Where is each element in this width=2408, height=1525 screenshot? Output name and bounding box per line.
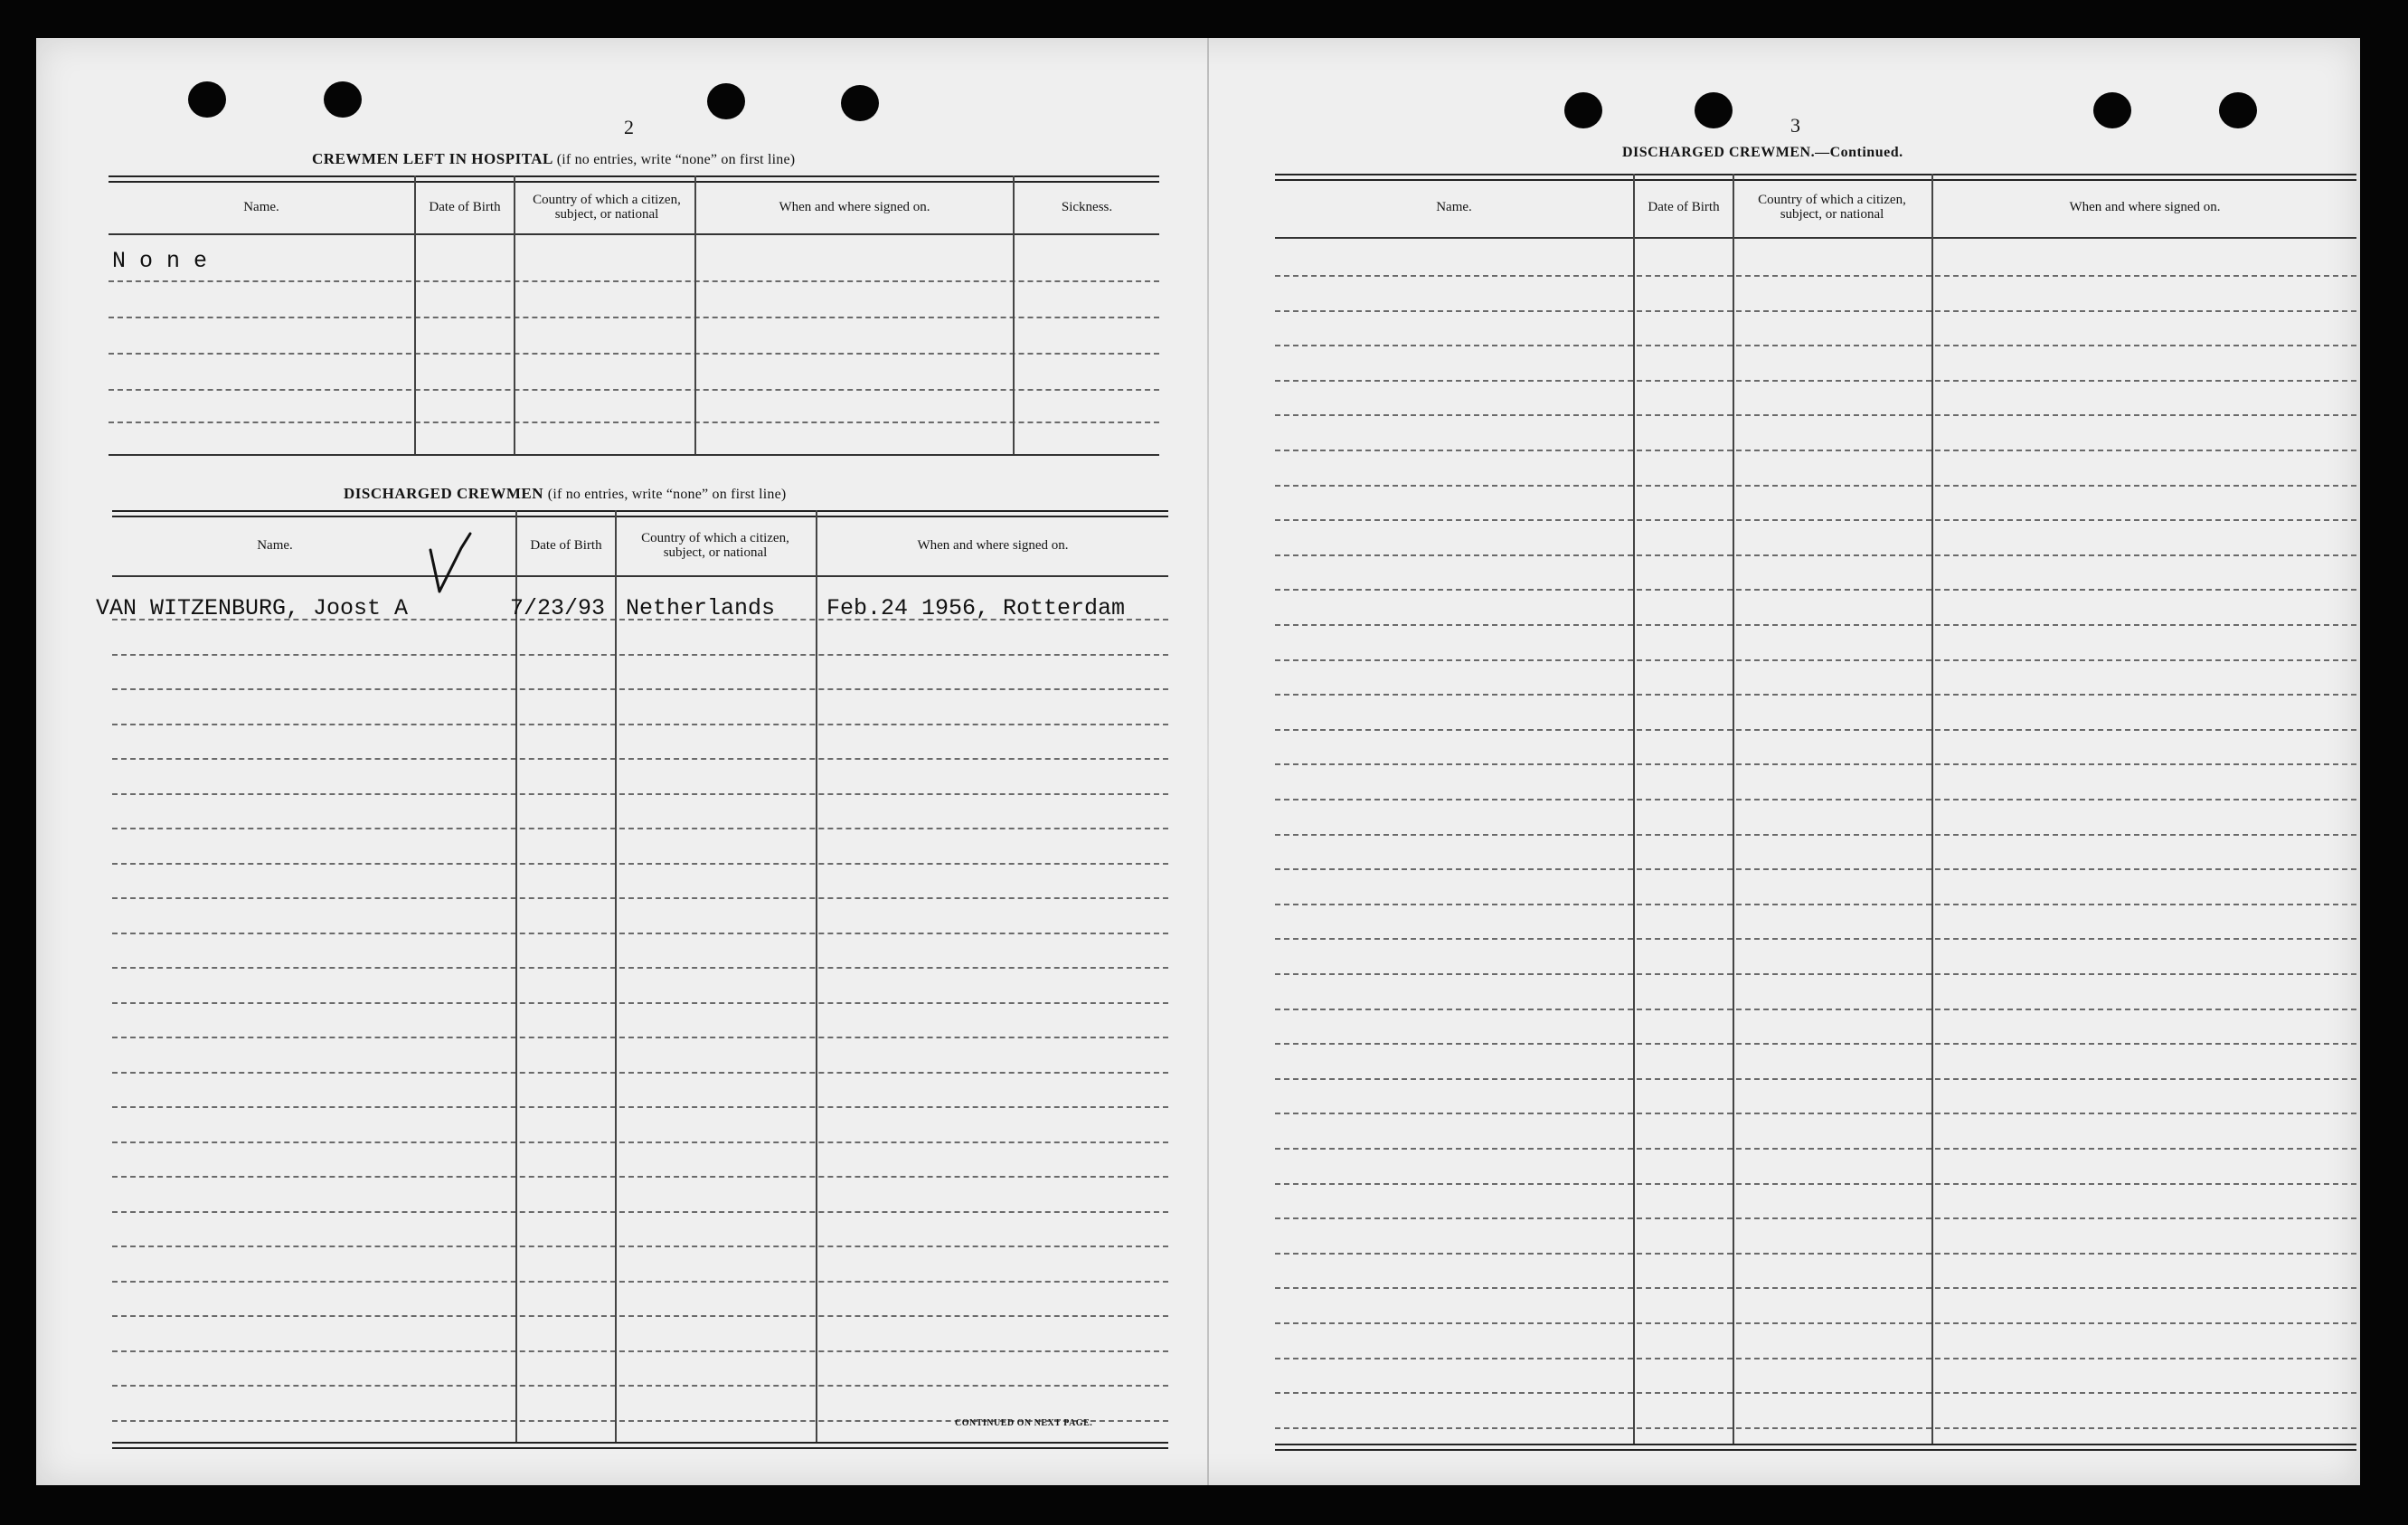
dotted-line: [1275, 275, 2356, 277]
header-signed-on: When and where signed on.: [917, 538, 1069, 553]
dotted-line: [1275, 1322, 2356, 1324]
dotted-line: [1275, 380, 2356, 382]
dotted-line: [112, 724, 1168, 725]
header-name: Name.: [1436, 200, 1472, 214]
discharged-title-note: (if no entries, write “none” on first line): [547, 487, 787, 502]
dotted-line: [1275, 729, 2356, 731]
dotted-line: [112, 1246, 1168, 1247]
header-date-of-birth: Date of Birth: [1648, 200, 1720, 214]
page-number-right: 3: [1790, 114, 1800, 137]
column-divider: [514, 175, 515, 454]
hospital-entry-none: N o n e: [112, 248, 208, 274]
dotted-line: [1275, 938, 2356, 940]
dotted-line: [1275, 659, 2356, 661]
dotted-line: [1275, 763, 2356, 765]
header-signed-on: When and where signed on.: [779, 200, 930, 214]
handwritten-check-mark: [425, 532, 479, 599]
column-divider: [1633, 174, 1635, 1444]
dotted-line: [1275, 450, 2356, 451]
discharged-section-title: [344, 485, 786, 503]
dotted-line: [109, 280, 1159, 282]
punch-hole: [188, 81, 226, 118]
dotted-line: [1275, 519, 2356, 521]
right-section-title: DISCHARGED CREWMEN.—Continued.: [1622, 145, 1903, 160]
dotted-line: [1275, 1253, 2356, 1255]
dotted-line: [112, 793, 1168, 795]
dotted-line: [1275, 1148, 2356, 1150]
dotted-line: [112, 828, 1168, 829]
punch-hole: [1564, 92, 1602, 128]
continued-footer: CONTINUED ON NEXT PAGE.: [955, 1418, 1093, 1428]
table-bottom-rule: [109, 454, 1159, 456]
discharged-table-left: [96, 510, 1168, 1451]
header-country: Country of which a citizen, subject, or national: [641, 531, 789, 560]
column-divider: [1931, 174, 1933, 1444]
header-date-of-birth: Date of Birth: [429, 200, 501, 214]
punch-hole: [2093, 92, 2131, 128]
dotted-line: [1275, 1078, 2356, 1080]
punch-hole: [1695, 92, 1733, 128]
dotted-line: [112, 1211, 1168, 1213]
dotted-line: [112, 1281, 1168, 1283]
dotted-line: [1275, 310, 2356, 312]
dotted-line: [1275, 414, 2356, 416]
crew-country: Netherlands: [626, 595, 776, 621]
punch-hole: [841, 85, 879, 121]
dotted-line: [112, 933, 1168, 934]
column-divider: [1013, 175, 1015, 454]
dotted-line: [112, 1350, 1168, 1352]
dotted-line: [112, 1141, 1168, 1143]
dotted-line: [1275, 834, 2356, 836]
dotted-line: [1275, 1392, 2356, 1394]
header-date-of-birth: Date of Birth: [530, 538, 602, 553]
header-name: Name.: [257, 538, 293, 553]
dotted-line: [112, 1106, 1168, 1108]
page-number-left: 2: [624, 116, 634, 138]
column-divider: [515, 510, 517, 1442]
hospital-table: [109, 175, 1159, 458]
dotted-line: [112, 654, 1168, 656]
dotted-line: [1275, 485, 2356, 487]
dotted-line: [109, 317, 1159, 318]
dotted-line: [112, 758, 1168, 760]
header-sickness: Sickness.: [1061, 200, 1113, 214]
manifest-sheet: [36, 38, 2360, 1485]
dotted-line: [112, 967, 1168, 969]
dotted-line: [109, 353, 1159, 355]
dotted-line: [112, 863, 1168, 865]
header-name: Name.: [243, 200, 279, 214]
dotted-line: [109, 389, 1159, 391]
dotted-line: [1275, 1183, 2356, 1185]
dotted-line: [1275, 1358, 2356, 1359]
column-divider: [414, 175, 416, 454]
dotted-line: [112, 897, 1168, 899]
dotted-line: [1275, 554, 2356, 556]
dotted-line: [1275, 1043, 2356, 1045]
dotted-line: [1275, 868, 2356, 870]
dotted-line: [1275, 345, 2356, 346]
header-country: Country of which a citizen, subject, or national: [533, 193, 681, 222]
dotted-line: [112, 1037, 1168, 1038]
dotted-line: [112, 688, 1168, 690]
hospital-title-text: CREWMEN LEFT IN HOSPITAL: [312, 150, 552, 167]
punch-hole: [324, 81, 362, 118]
header-signed-on: When and where signed on.: [2069, 200, 2221, 214]
dotted-line: [1275, 1113, 2356, 1114]
dotted-line: [1275, 973, 2356, 975]
column-divider: [1733, 174, 1734, 1444]
hospital-title-note: (if no entries, write “none” on first line): [556, 152, 796, 167]
table-top-rule: [109, 175, 1159, 177]
table-bottom-rule: [1275, 1444, 2356, 1445]
table-bottom-rule: [112, 1442, 1168, 1444]
dotted-line: [112, 1072, 1168, 1074]
dotted-line: [1275, 1287, 2356, 1289]
punch-hole: [707, 83, 745, 119]
column-divider: [816, 510, 817, 1442]
header-bottom-rule: [1275, 237, 2356, 239]
dotted-line: [109, 422, 1159, 423]
dotted-line: [1275, 1009, 2356, 1010]
dotted-line: [112, 1315, 1168, 1317]
dotted-line: [112, 1385, 1168, 1387]
table-top-rule: [112, 510, 1168, 512]
dotted-line: [1275, 904, 2356, 905]
column-divider: [694, 175, 696, 454]
dotted-line: [1275, 799, 2356, 800]
punch-hole: [2219, 92, 2257, 128]
dotted-line: [1275, 1217, 2356, 1219]
crew-name: VAN WITZENBURG, Joost A: [96, 595, 409, 621]
header-bottom-rule: [112, 575, 1168, 577]
discharged-table-right: [1275, 174, 2356, 1458]
dotted-line: [112, 1002, 1168, 1004]
dotted-line: [112, 1176, 1168, 1178]
discharged-title-text: DISCHARGED CREWMEN: [344, 485, 544, 502]
dotted-line: [1275, 1427, 2356, 1429]
column-divider: [615, 510, 617, 1442]
hospital-section-title: [312, 150, 795, 168]
dotted-line: [1275, 694, 2356, 696]
crew-signed-on: Feb.24 1956, Rotterdam: [826, 595, 1126, 621]
crew-date-of-birth: 7/23/93: [510, 595, 606, 621]
dotted-line: [1275, 624, 2356, 626]
table-top-rule: [1275, 174, 2356, 175]
header-country: Country of which a citizen, subject, or national: [1758, 193, 1906, 222]
dotted-line: [1275, 589, 2356, 591]
header-bottom-rule: [109, 233, 1159, 235]
